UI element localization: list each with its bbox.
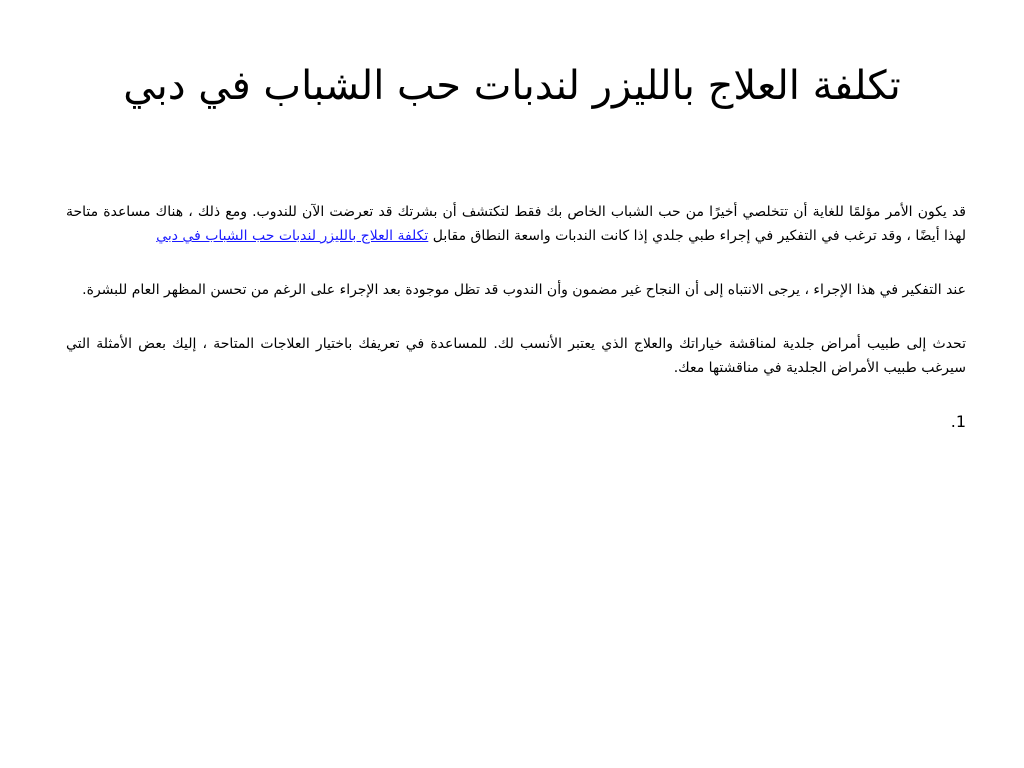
paragraph-intro [66, 200, 966, 248]
treatment-cost-link[interactable]: تكلفة العلاج بالليزر لندبات حب الشباب في دبي [156, 228, 429, 244]
page-title: تكلفة العلاج بالليزر لندبات حب الشباب في دبي [123, 63, 901, 109]
list-number: 1. [950, 412, 966, 431]
paragraph-consult: تحدث إلى طبيب أمراض جلدية لمناقشة خياراتك والعلاج الذي يعتبر الأنسب لك. للمساعدة في تعريفك باختيار العلاجات المتاحة ، إليك بعض الأمثلة التي سيرغب طبيب الأمراض الجلدية في مناقشتها معك. [66, 336, 966, 376]
paragraph-caution: عند التفكير في هذا الإجراء ، يرجى الانتباه إلى أن النجاح غير مضمون وأن الندوب قد تظل موجودة بعد الإجراء على الرغم من تحسن المظهر العام للبشرة. [82, 282, 966, 298]
content-body [66, 200, 966, 434]
paragraph-intro-text: قد يكون الأمر مؤلمًا للغاية أن تتخلصي أخيرًا من حب الشباب الخاص بك فقط لتكتشف أن بشرتك قد تعرضت الآن للندوب. ومع ذلك ، هناك مساعدة متاحة لهذا أيضًا ، وقد ترغب في التفكير في إجراء طبي جلدي إذا كانت الندبات واسعة النطاق مقابل [66, 204, 966, 244]
